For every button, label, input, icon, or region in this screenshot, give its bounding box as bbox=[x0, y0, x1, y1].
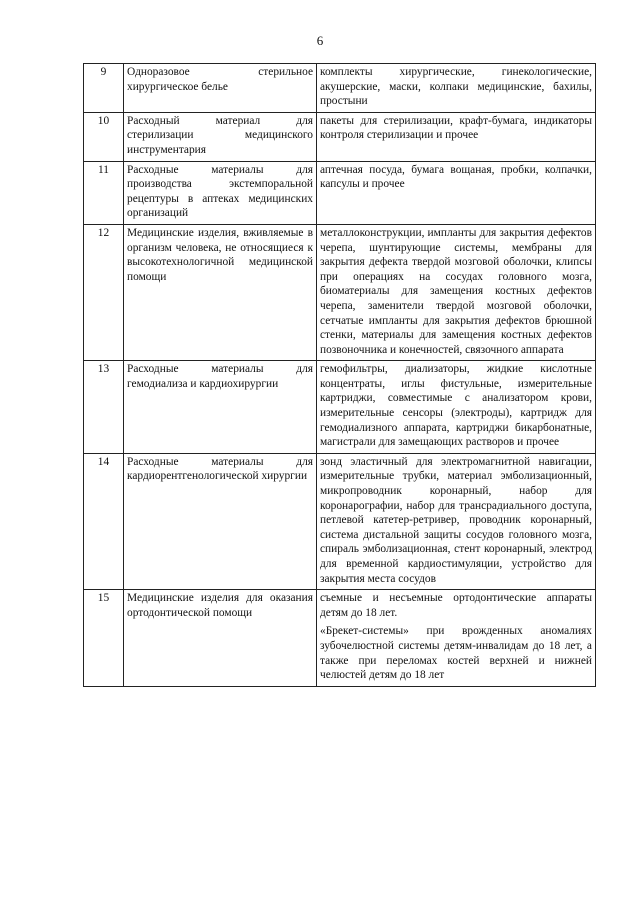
item-description bbox=[317, 112, 596, 161]
row-number: 13 bbox=[84, 361, 124, 454]
item-description bbox=[317, 453, 596, 589]
row-number: 14 bbox=[84, 453, 124, 589]
item-description bbox=[317, 161, 596, 224]
table-row bbox=[84, 453, 596, 589]
item-name: Расходные материалы для производства экстемпоральной рецептуры в аптеках медицинских организаций bbox=[124, 161, 317, 224]
item-name: Расходные материалы для кардиорентгенологической хирургии bbox=[124, 453, 317, 589]
table-row bbox=[84, 590, 596, 687]
description-paragraph: аптечная посуда, бумага вощаная, пробки, колпачки, капсулы и прочее bbox=[320, 163, 592, 191]
items-table-body bbox=[84, 64, 596, 687]
item-description bbox=[317, 224, 596, 360]
description-paragraph: комплекты хирургические, гинекологические, акушерские, маски, колпаки медицинские, бахилы, простыни bbox=[320, 66, 592, 108]
row-number: 15 bbox=[84, 590, 124, 687]
item-name: Расходный материал для стерилизации медицинского инструментария bbox=[124, 112, 317, 161]
item-description bbox=[317, 361, 596, 454]
description-paragraph: «Брекет-системы» при врожденных аномалиях зубочелюстной системы детям-инвалидам до 18 лет, а также при переломах костей верхней и нижней челюстей детям до 18 лет bbox=[320, 625, 592, 682]
description-paragraph: гемофильтры, диализаторы, жидкие кислотные концентраты, иглы фистульные, измерительные картриджи, совместимые с анализатором крови, измерительные сенсоры (электроды), картридж для гемодиализного аппарата, картриджи бикарбонатные, магистрали для замещающих растворов и прочее bbox=[320, 363, 592, 449]
description-paragraph: зонд эластичный для электромагнитной навигации, измерительные трубки, материал эмболизационный, микропроводник коронарный, набор для коронарографии, набор для трансрадиального доступа, петлевой катетер-ретривер, проводник коронарный, система дистальной защиты сосудов головного мозга, спираль эмболизационная, стент коронарный, электрод для временной кардиостимуляции, устройство для закрытия места сосудов bbox=[320, 455, 592, 585]
table-row bbox=[84, 64, 596, 113]
item-description bbox=[317, 64, 596, 113]
item-name: Расходные материалы для гемодиализа и кардиохирургии bbox=[124, 361, 317, 454]
description-paragraph: пакеты для стерилизации, крафт-бумага, индикаторы контроля стерилизации и прочее bbox=[320, 114, 592, 142]
items-table bbox=[83, 63, 596, 687]
table-row bbox=[84, 224, 596, 360]
row-number: 12 bbox=[84, 224, 124, 360]
item-name: Медицинские изделия, вживляемые в организм человека, не относящиеся к высокотехнологичной медицинской помощи bbox=[124, 224, 317, 360]
item-name: Одноразовое стерильное хирургическое белье bbox=[124, 64, 317, 113]
description-paragraph: съемные и несъемные ортодонтические аппараты детям до 18 лет. bbox=[320, 592, 592, 619]
row-number: 10 bbox=[84, 112, 124, 161]
table-row bbox=[84, 361, 596, 454]
table-row bbox=[84, 161, 596, 224]
row-number: 9 bbox=[84, 64, 124, 113]
item-description bbox=[317, 590, 596, 687]
description-paragraph: металлоконструкции, импланты для закрытия дефектов черепа, шунтирующие системы, мембраны для закрытия дефекта твердой мозговой оболочки, клипсы при операциях на сосудах головного мозга, биоматериалы для замещения костных дефектов черепа, заменители твердой мозговой оболочки, сетчатые импланты для закрытия дефектов брюшной стенки, материалы для замещения костных дефектов позвоночника и конечностей, связочного аппарата bbox=[320, 226, 592, 356]
row-number: 11 bbox=[84, 161, 124, 224]
item-name: Медицинские изделия для оказания ортодонтической помощи bbox=[124, 590, 317, 687]
page-number: 6 bbox=[316, 33, 324, 48]
table-row bbox=[84, 112, 596, 161]
